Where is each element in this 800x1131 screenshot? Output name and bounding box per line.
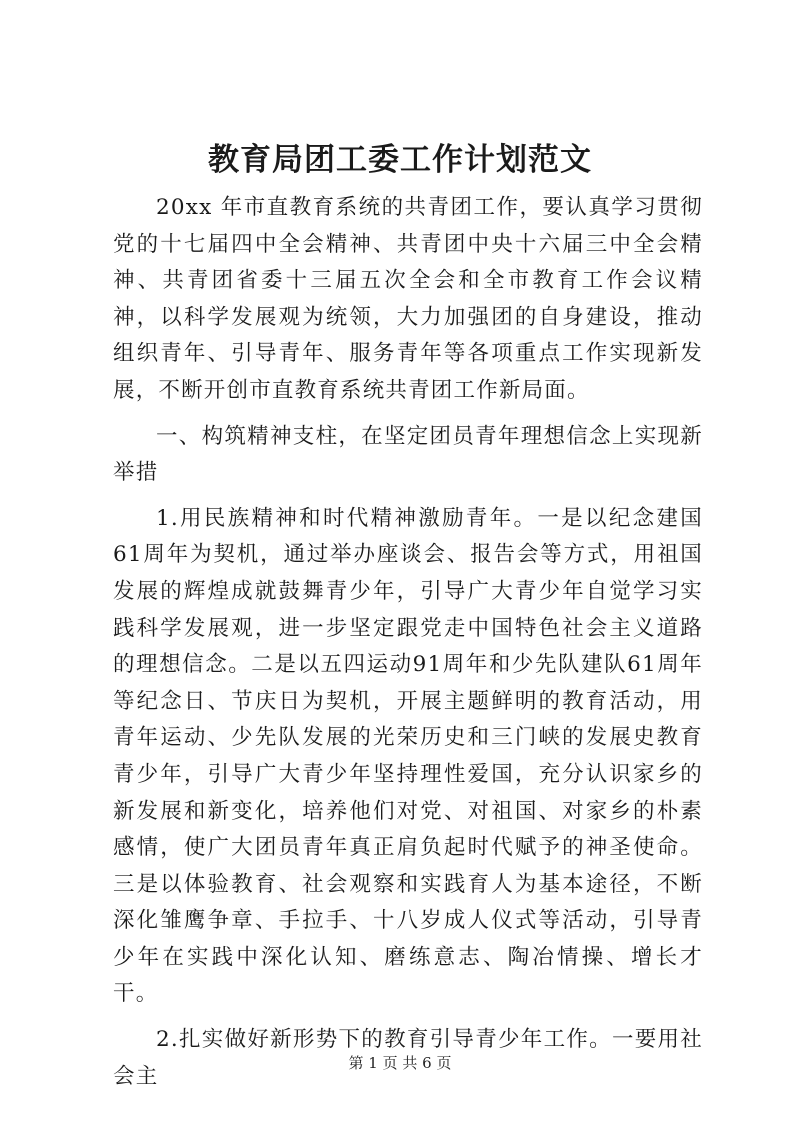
document-title: 教育局团工委工作计划范文: [208, 142, 592, 178]
section-heading: 一、构筑精神支柱，在坚定团员青年理想信念上实现新举措: [113, 423, 703, 486]
page-footer: 第 1 页 共 6 页: [348, 1054, 452, 1072]
item-2-paragraph: 2.扎实做好新形势下的教育引导青少年工作。一要用社会主: [113, 1027, 703, 1089]
document-body: [113, 190, 703, 1095]
item-1-paragraph: 1.用民族精神和时代精神激励青年。一是以纪念建国61周年为契机，通过举办座谈会、报告会等方式，用祖国发展的辉煌成就鼓舞青少年，引导广大青少年自觉学习实践科学发展观，进一步坚定跟党走中国特色社会主义道路的理想信念。二是以五四运动91周年和少先队建队61周年等纪念日、节庆日为契机，开展主题鲜明的教育活动，用青年运动、少先队发展的光荣历史和三门峡的发展史教育青少年，引导广大青少年坚持理性爱国，充分认识家乡的新发展和新变化，培养他们对党、对祖国、对家乡的朴素感情，使广大团员青年真正肩负起时代赋予的神圣使命。三是以体验教育、社会观察和实践育人为基本途径，不断深化雏鹰争章、手拉手、十八岁成人仪式等活动，引导青少年在实践中深化认知、磨练意志、陶冶情操、增长才干。: [113, 505, 703, 1007]
intro-paragraph: 20xx 年市直教育系统的共青团工作，要认真学习贯彻党的十七届四中全会精神、共青团中央十六届三中全会精神、共青团省委十三届五次全会和全市教育工作会议精神，以科学发展观为统领，大力加强团的自身建设，推动组织青年、引导青年、服务青年等各项重点工作实现新发展，不断开创市直教育系统共青团工作新局面。: [113, 195, 703, 403]
